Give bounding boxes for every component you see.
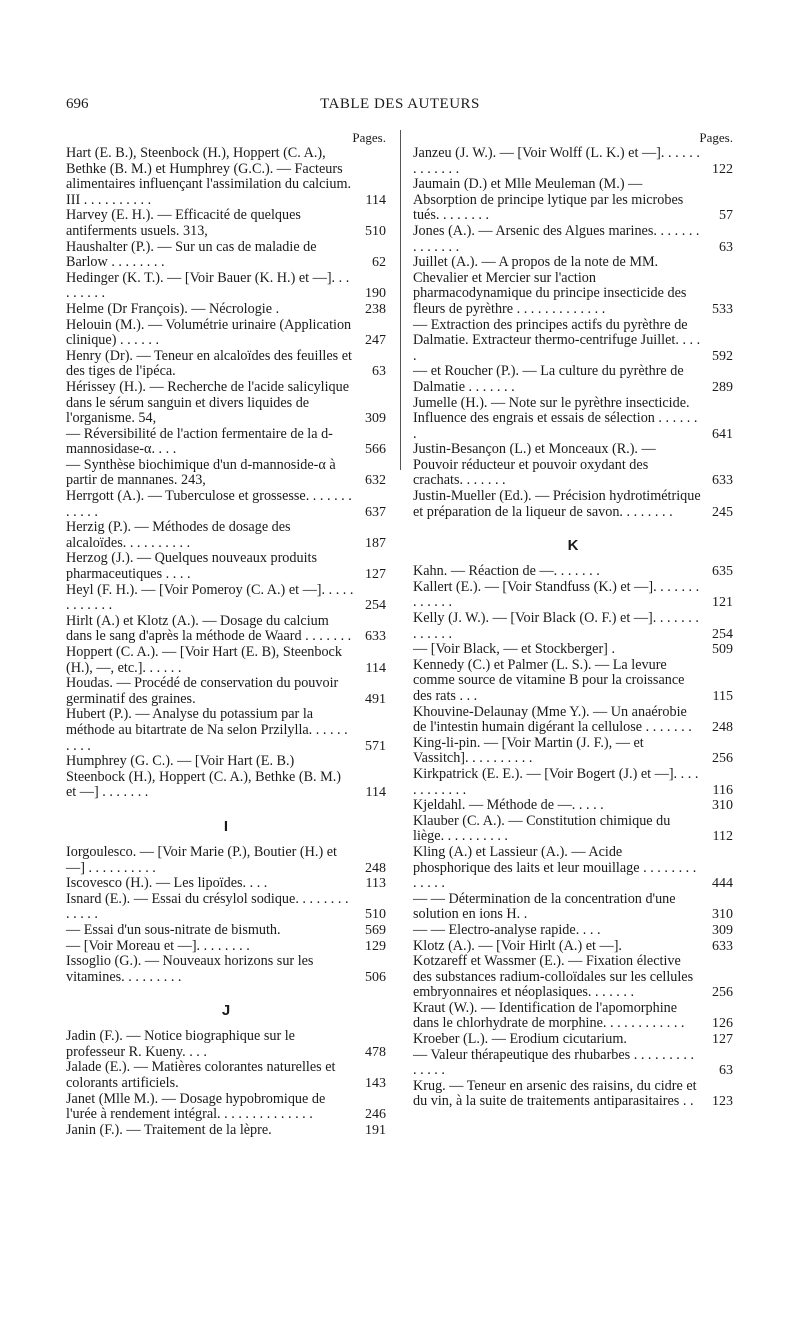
entry-text: Houdas. — Procédé de conservation du pouvoir germinatif des graines. — [66, 675, 339, 707]
index-entry — [66, 954, 386, 985]
entry-text: — Synthèse biochimique d'un d-mannoside-α à partir de mannanes. 243, — [66, 456, 336, 489]
entry-text: Herzog (J.). — Quelques nouveaux produits pharmaceutiques . . . . — [66, 550, 317, 583]
index-entry — [66, 876, 386, 892]
entry-text: Jones (A.). — Arsenic des Algues marines. . . . . . . . . . . . . . — [413, 222, 700, 255]
right-column — [413, 130, 733, 1110]
entry-text: Harvey (E. H.). — Efficacité de quelques antiferments usuels. 313, — [66, 207, 301, 239]
index-entry — [66, 1092, 386, 1123]
index-entry — [66, 707, 386, 754]
entry-text: — Valeur thérapeutique des rhubarbes . . . . . . . . . . . . . . — [413, 1046, 695, 1079]
entry-page-number: 63 — [372, 364, 386, 380]
entry-page-number: 247 — [365, 333, 386, 349]
entry-text: Kennedy (C.) et Palmer (L. S.). — La levure comme source de vitamine B pour la croissance des rats . . . — [413, 656, 685, 704]
entry-page-number: 238 — [365, 301, 386, 317]
entry-text: Jaumain (D.) et Mlle Meuleman (M.) — Absorption de principe lytique par les microbes tués. . . . . . . . — [413, 176, 684, 224]
entry-page-number: 641 — [712, 426, 733, 442]
entry-text: Justin-Mueller (Ed.). — Précision hydrotimétrique et préparation de la liqueur de savon. . . . . . . . — [413, 488, 701, 520]
entry-page-number: 256 — [712, 751, 733, 767]
entry-page-number: 633 — [712, 473, 733, 489]
entry-page-number: 637 — [365, 504, 386, 520]
entry-text: — et Roucher (P.). — La culture du pyrèthre de Dalmatie . . . . . . . — [413, 363, 684, 395]
entry-page-number: 127 — [712, 1032, 733, 1048]
index-entry — [66, 845, 386, 876]
entry-page-number: 566 — [365, 442, 386, 458]
entry-page-number: 62 — [372, 255, 386, 271]
index-entry — [413, 658, 733, 705]
index-entry — [66, 520, 386, 551]
entry-text: Kelly (J. W.). — [Voir Black (O. F.) et —]. . . . . . . . . . . . . — [413, 610, 699, 642]
entry-page-number: 632 — [365, 473, 386, 489]
entry-page-number: 444 — [712, 876, 733, 892]
entry-page-number: 115 — [712, 689, 733, 704]
entry-page-number: 114 — [365, 192, 386, 208]
entry-text: Khouvine-Delaunay (Mme Y.). — Un anaérobie de l'intestin humain digérant la cellulose . . . . . . . — [413, 703, 692, 736]
entry-text: Hoppert (C. A.). — [Voir Hart (E. B), Steenbock (H.), —, etc.]. . . . . . — [66, 644, 342, 676]
left-column — [66, 130, 386, 1138]
index-entry — [413, 798, 733, 814]
entry-page-number: 309 — [365, 411, 386, 427]
entry-text: Herzig (P.). — Méthodes de dosage des alcaloïdes. . . . . . . . . . — [66, 519, 291, 551]
entry-page-number: 143 — [365, 1076, 386, 1092]
index-entry — [413, 1001, 733, 1032]
entry-text: Hérissey (H.). — Recherche de l'acide salicylique dans le sérum sanguin et divers liquides de l'organisme. 54, — [66, 378, 350, 427]
entry-page-number: 478 — [365, 1044, 386, 1060]
index-entry — [413, 814, 733, 845]
entry-text: Isnard (E.). — Essai du crésylol sodique. . . . . . . . . . . . . — [66, 890, 349, 923]
entry-text: — Réversibilité de l'action fermentaire de la d-mannosidase-α. . . . — [66, 425, 333, 458]
entries-h — [66, 146, 386, 801]
entry-page-number: 256 — [712, 985, 733, 1001]
index-entry — [413, 1048, 733, 1079]
entry-page-number: 122 — [712, 161, 733, 177]
entry-text: Kroeber (L.). — Erodium cicutarium. — [413, 1031, 627, 1048]
entry-page-number: 310 — [712, 907, 733, 923]
entry-page-number: 126 — [712, 1016, 733, 1032]
pages-label: Pages. — [352, 130, 386, 145]
entry-page-number: 506 — [365, 969, 386, 985]
running-title: TABLE DES AUTEURS — [320, 96, 480, 112]
entry-text: Kotzareff et Wassmer (E.). — Fixation élective des substances radium-colloïdales sur les cellules embryonnaires et néoplasiques. . . . . . . — [413, 953, 694, 1001]
entry-text: Janet (Mlle M.). — Dosage hypobromique de l'urée à rendement intégral. . . . . . . . . . . . . . — [66, 1090, 326, 1123]
entry-page-number: 63 — [719, 1063, 733, 1079]
entry-text: Helouin (M.). — Volumétrie urinaire (Application clinique) . . . . . . — [66, 316, 352, 349]
section-letter-i: I — [223, 817, 229, 835]
entry-page-number: 569 — [365, 922, 386, 938]
entry-page-number: 571 — [365, 738, 386, 754]
index-entry — [413, 892, 733, 923]
entry-page-number: 248 — [712, 720, 733, 736]
index-entry — [66, 380, 386, 427]
entry-page-number: 187 — [365, 535, 386, 551]
index-entry — [413, 177, 733, 224]
index-entry — [413, 580, 733, 611]
entry-text: Iorgoulesco. — [Voir Marie (P.), Boutier (H.) et —] . . . . . . . . . . — [66, 843, 337, 876]
entry-text: — [Voir Black, — et Stockberger] . — [413, 641, 615, 658]
entry-text: Henry (Dr). — Teneur en alcaloïdes des feuilles et des tiges de l'ipéca. — [66, 347, 352, 380]
entry-text: Kahn. — Réaction de —. . . . . . . — [413, 563, 600, 580]
entry-page-number: 129 — [365, 938, 386, 954]
entry-page-number: 63 — [719, 239, 733, 255]
pages-label: Pages. — [699, 130, 733, 145]
index-entry — [413, 255, 733, 317]
index-entry — [413, 642, 733, 658]
column-divider — [400, 130, 401, 470]
page-header — [0, 96, 800, 120]
page-number: 696 — [66, 96, 89, 112]
index-entry — [66, 1123, 386, 1139]
entry-text: — Essai d'un sous-nitrate de bismuth. — [66, 921, 281, 938]
index-entry — [413, 442, 733, 489]
index-entry — [66, 645, 386, 676]
entry-text: — — Détermination de la concentration d'une solution en ions H. . — [413, 890, 676, 923]
entry-text: King-li-pin. — [Voir Martin (J. F.), — et Vassitch]. . . . . . . . . . — [413, 734, 644, 767]
index-entry — [66, 1060, 386, 1091]
entry-text: Issoglio (G.). — Nouveaux horizons sur les vitamines. . . . . . . . . — [66, 953, 314, 985]
entry-page-number: 635 — [712, 564, 733, 580]
entry-text: Hart (E. B.), Steenbock (H.), Hoppert (C. A.), Bethke (B. M.) et Humphrey (G.C.). — Facteurs alimentaires influençant l'assimilation du calcium. III . . . . . . . . . . — [66, 145, 352, 208]
entry-text: Kallert (E.). — [Voir Standfuss (K.) et —]. . . . . . . . . . . . . — [413, 578, 700, 611]
index-entry — [66, 208, 386, 239]
entry-page-number: 533 — [712, 301, 733, 317]
entry-page-number: 112 — [712, 829, 733, 845]
index-entry — [66, 754, 386, 801]
entry-text: Hedinger (K. T.). — [Voir Bauer (K. H.) et —]. . . . . . . . . — [66, 269, 350, 302]
index-entry — [413, 845, 733, 892]
entry-text: Kjeldahl. — Méthode de —. . . . . — [413, 797, 604, 814]
entry-text: Janin (F.). — Traitement de la lèpre. — [66, 1121, 272, 1138]
entry-text: Heyl (F. H.). — [Voir Pomeroy (C. A.) et —]. . . . . . . . . . . . — [66, 581, 354, 614]
index-entry — [66, 923, 386, 939]
entry-text: Klotz (A.). — [Voir Hirlt (A.) et —]. — [413, 937, 622, 954]
index-entry — [66, 939, 386, 955]
index-entry — [66, 614, 386, 645]
section-letter-j: J — [221, 1002, 231, 1020]
entry-page-number: 190 — [365, 286, 386, 302]
entry-page-number: 509 — [712, 642, 733, 658]
index-entry — [413, 396, 733, 443]
index-entry — [413, 318, 733, 365]
entry-text: — Extraction des principes actifs du pyrèthre de Dalmatie. Extracteur thermo-centrifuge Juillet. . . . . — [413, 316, 701, 364]
index-entry — [413, 1032, 733, 1048]
index-entry — [413, 1079, 733, 1110]
entry-page-number: 114 — [365, 785, 386, 801]
entry-text: Jumelle (H.). — Note sur le pyrèthre insecticide. Influence des engrais et essais de sélection . . . . . . . — [413, 394, 698, 442]
index-entry — [66, 892, 386, 923]
entry-page-number: 289 — [712, 379, 733, 395]
index-entry — [66, 458, 386, 489]
entry-text: Helme (Dr François). — Nécrologie . — [66, 300, 280, 317]
entry-text: Herrgott (A.). — Tuberculose et grossesse. . . . . . . . . . . . — [66, 488, 352, 520]
index-entry — [66, 676, 386, 707]
entry-page-number: 248 — [365, 860, 386, 876]
entry-page-number: 510 — [365, 907, 386, 923]
entry-page-number: 245 — [712, 504, 733, 520]
entries-j-cont — [413, 146, 733, 520]
entry-page-number: 123 — [712, 1094, 733, 1110]
entry-text: — [Voir Moreau et —]. . . . . . . . — [66, 937, 250, 954]
entry-page-number: 310 — [712, 798, 733, 814]
index-entry — [66, 1029, 386, 1060]
index-entry — [66, 489, 386, 520]
entry-text: Kirkpatrick (E. E.). — [Voir Bogert (J.) et —]. . . . . . . . . . . . — [413, 765, 699, 798]
entry-page-number: 633 — [365, 629, 386, 645]
entries-i — [66, 845, 386, 985]
entry-page-number: 309 — [712, 922, 733, 938]
entry-text: Haushalter (P.). — Sur un cas de maladie de Barlow . . . . . . . . — [66, 238, 317, 271]
entry-text: Janzeu (J. W.). — [Voir Wolff (L. K.) et —]. . . . . . . . . . . . . — [413, 145, 700, 177]
index-entry — [413, 954, 733, 1001]
index-entry — [413, 923, 733, 939]
entry-text: Justin-Besançon (L.) et Monceaux (R.). — Pouvoir réducteur et pouvoir oxydant des crachats. . . . . . . — [413, 441, 656, 489]
entry-page-number: 191 — [365, 1122, 386, 1138]
index-entry — [66, 318, 386, 349]
entry-text: Humphrey (G. C.). — [Voir Hart (E. B.) Steenbock (H.), Hoppert (C. A.), Bethke (B. M.) et —] . . . . . . . — [66, 753, 342, 801]
entry-text: Kraut (W.). — Identification de l'apomorphine dans le chlorhydrate de morphine. . . . . . . . . . . . — [413, 999, 685, 1032]
index-entry — [66, 271, 386, 302]
entry-page-number: 116 — [712, 782, 733, 798]
entry-page-number: 254 — [365, 598, 386, 614]
index-entry — [66, 427, 386, 458]
entry-page-number: 113 — [365, 876, 386, 892]
index-entry — [413, 364, 733, 395]
entry-text: Krug. — Teneur en arsenic des raisins, du cidre et du vin, à la suite de traitements antiparasitaires . . — [413, 1077, 697, 1110]
index-entry — [66, 146, 386, 208]
index-entry — [413, 705, 733, 736]
entry-text: Juillet (A.). — A propos de la note de MM. Chevalier et Mercier sur l'action pharmacodynamique du principe insecticide des fleurs de pyrèthre . . . . . . . . . . . . . — [413, 254, 687, 317]
index-entry — [413, 736, 733, 767]
entry-text: Hirlt (A.) et Klotz (A.). — Dosage du calcium dans le sang d'après la méthode de Waard . . . . . . . — [66, 612, 352, 645]
entry-page-number: 491 — [365, 691, 386, 707]
index-entry — [413, 767, 733, 798]
entry-text: — — Electro-analyse rapide. . . . — [413, 921, 601, 938]
index-entry — [66, 302, 386, 318]
index-entry — [413, 146, 733, 177]
entry-text: Hubert (P.). — Analyse du potassium par la méthode au bitartrate de Na selon Przilylla. . . . . . . . . . — [66, 706, 348, 754]
index-entry — [413, 564, 733, 580]
index-entry — [413, 489, 733, 520]
entry-page-number: 592 — [712, 348, 733, 364]
index-entry — [66, 583, 386, 614]
entry-page-number: 246 — [365, 1107, 386, 1123]
entry-page-number: 510 — [365, 223, 386, 239]
entries-k — [413, 564, 733, 1110]
entry-page-number: 633 — [712, 938, 733, 954]
index-entry — [413, 224, 733, 255]
index-entry — [66, 240, 386, 271]
entry-page-number: 114 — [365, 660, 386, 676]
index-entry — [413, 939, 733, 955]
entry-text: Jadin (F.). — Notice biographique sur le professeur R. Kueny. . . . — [66, 1028, 295, 1060]
section-letter-k: K — [567, 537, 579, 555]
index-entry — [66, 349, 386, 380]
entry-text: Iscovesco (H.). — Les lipoïdes. . . . — [66, 875, 268, 892]
index-entry — [413, 611, 733, 642]
entry-text: Jalade (E.). — Matières colorantes naturelles et colorants artificiels. — [66, 1059, 336, 1092]
index-entry — [66, 551, 386, 582]
entry-text: Kling (A.) et Lassieur (A.). — Acide phosphorique des laits et leur mouillage . . . . . . . . . . . . . — [413, 843, 697, 892]
entries-j — [66, 1029, 386, 1138]
entry-page-number: 57 — [719, 208, 733, 224]
entry-page-number: 254 — [712, 626, 733, 642]
entry-text: Klauber (C. A.). — Constitution chimique du liège. . . . . . . . . . — [413, 812, 671, 845]
entry-page-number: 127 — [365, 567, 386, 583]
entry-page-number: 121 — [712, 595, 733, 611]
